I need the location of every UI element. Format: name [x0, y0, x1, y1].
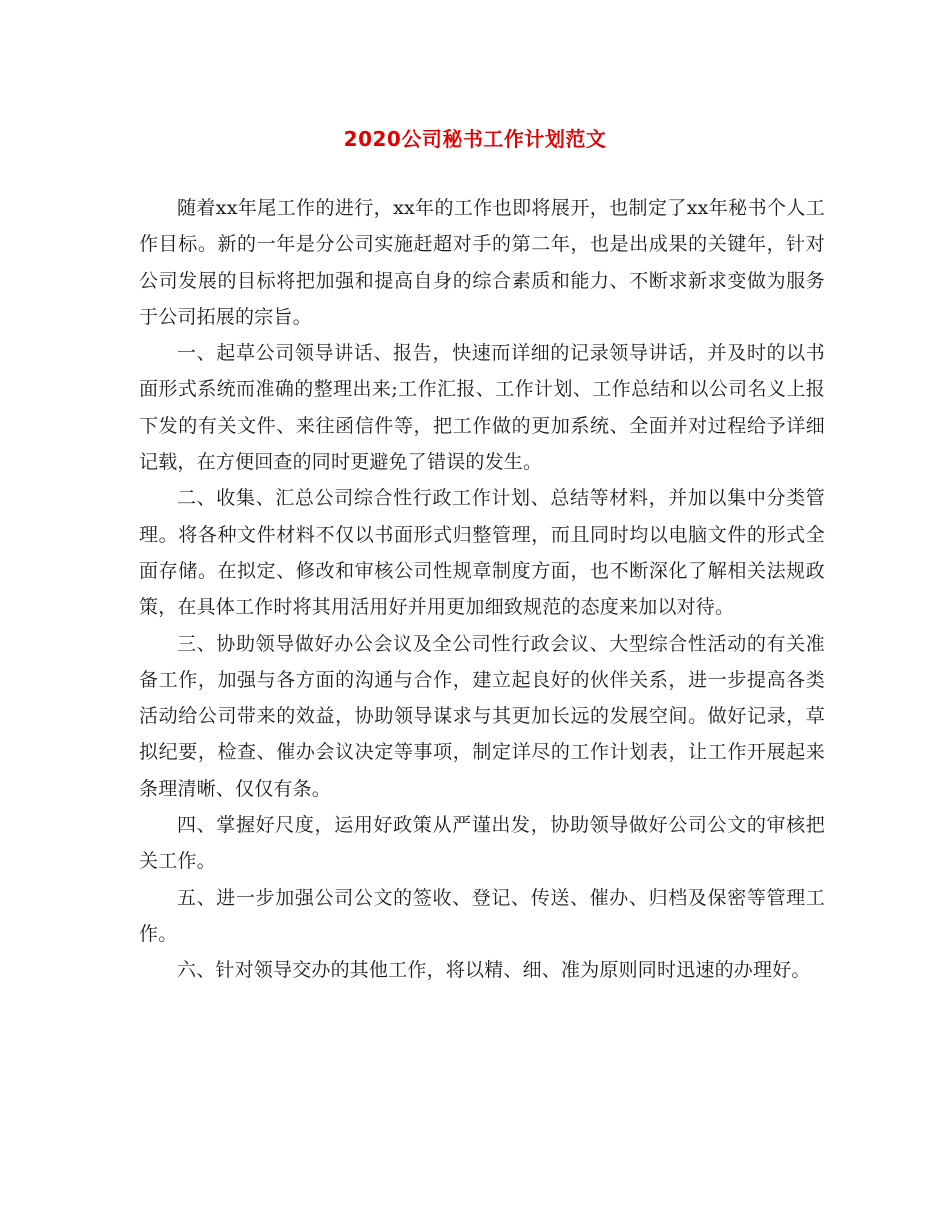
paragraph-item-1: 一、起草公司领导讲话、报告，快速而详细的记录领导讲话，并及时的以书面形式系统而准确的整理出来;工作汇报、工作计划、工作总结和以公司名义上报下发的有关文件、来往函信件等，把工作做的更加系统、全面并对过程给予详细记载，在方便回查的同时更避免了错误的发生。 [139, 342, 825, 474]
paragraph-item-2: 二、收集、汇总公司综合性行政工作计划、总结等材料，并加以集中分类管理。将各种文件材料不仅以书面形式归整管理，而且同时均以电脑文件的形式全面存储。在拟定、修改和审核公司性规章制度方面，也不断深化了解相关法规政策，在具体工作时将其用活用好并用更加细致规范的态度来加以对待。 [139, 487, 825, 619]
document-title: 2020公司秘书工作计划范文 [343, 127, 607, 151]
paragraph-item-3: 三、协助领导做好办公会议及全公司性行政会议、大型综合性活动的有关准备工作，加强与各方面的沟通与合作，建立起良好的伙伴关系，进一步提高各类活动给公司带来的效益，协助领导谋求与其更加长远的发展空间。做好记录，草拟纪要，检查、催办会议决定等事项，制定详尽的工作计划表，让工作开展起来条理清晰、仅仅有条。 [139, 632, 825, 800]
paragraph-item-6: 六、针对领导交办的其他工作，将以精、细、准为原则同时迅速的办理好。 [177, 959, 811, 982]
paragraph-intro: 随着xx年尾工作的进行，xx年的工作也即将展开，也制定了xx年秘书个人工作目标。新的一年是分公司实施赶超对手的第二年，也是出成果的关键年，针对公司发展的目标将把加强和提高自身的综合素质和能力、不断求新求变做为服务于公司拓展的宗旨。 [139, 197, 825, 328]
paragraph-item-5: 五、进一步加强公司公文的签收、登记、传送、催办、归档及保密等管理工作。 [139, 886, 825, 945]
paragraph-item-4: 四、掌握好尺度，运用好政策从严谨出发，协助领导做好公司公文的审核把关工作。 [139, 814, 825, 873]
document-body [139, 190, 825, 989]
